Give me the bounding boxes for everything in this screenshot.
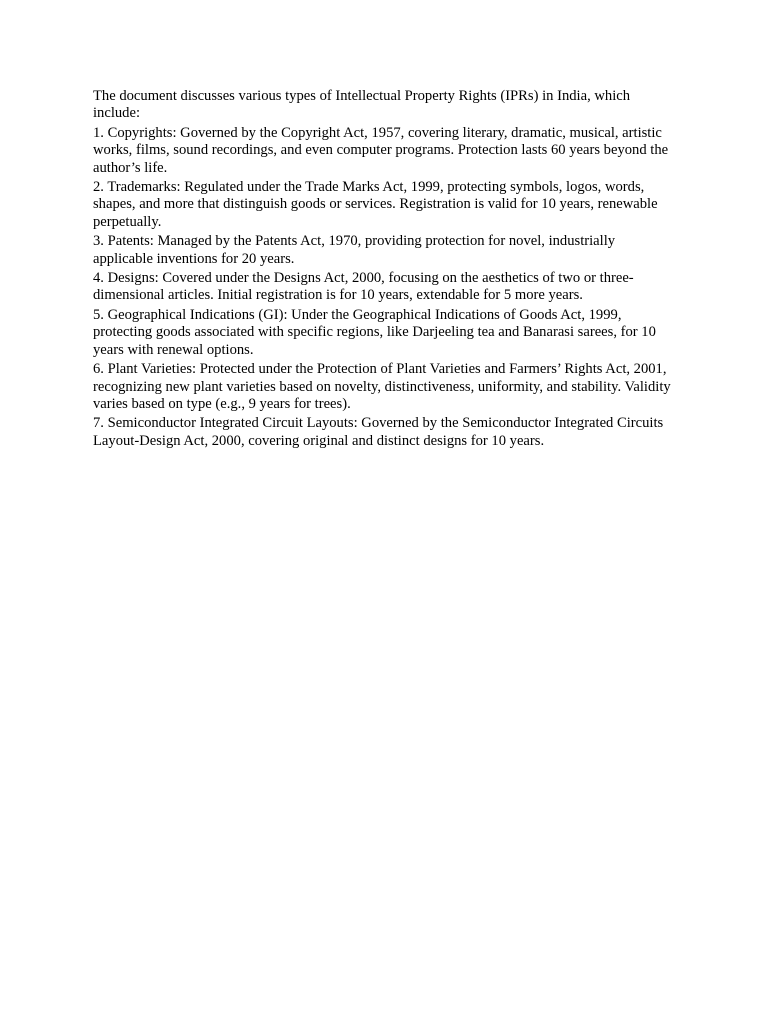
list-item-patents: 3. Patents: Managed by the Patents Act, 1970, providing protection for novel, industrially applicable inventions for 20 years. [93,233,616,267]
document-body [93,88,675,452]
list-item-semiconductor-layouts: 7. Semiconductor Integrated Circuit Layouts: Governed by the Semiconductor Integrated Circuits Layout-Design Act, 2000, covering original and distinct designs for 10 years. [93,415,664,449]
list-item-plant-varieties: 6. Plant Varieties: Protected under the Protection of Plant Varieties and Farmers’ Rights Act, 2001, recognizing new plant varieties based on novelty, distinctiveness, uniformity, and stability. Validity varies based on type (e.g., 9 years for trees). [93,361,671,412]
list-item-designs: 4. Designs: Covered under the Designs Act, 2000, focusing on the aesthetics of two or three-dimensional articles. Initial registration is for 10 years, extendable for 5 more years. [93,270,634,304]
intro-paragraph: The document discusses various types of Intellectual Property Rights (IPRs) in India, which include: [93,88,631,122]
list-item-copyrights: 1. Copyrights: Governed by the Copyright Act, 1957, covering literary, dramatic, musical, artistic works, films, sound recordings, and even computer programs. Protection lasts 60 years beyond the author’s life. [93,124,669,176]
list-item-geographical-indications: 5. Geographical Indications (GI): Under the Geographical Indications of Goods Act, 1999, protecting goods associated with specific regions, like Darjeeling tea and Banarasi sarees, for 10 years with renewal options. [93,306,656,358]
list-item-trademarks: 2. Trademarks: Regulated under the Trade Marks Act, 1999, protecting symbols, logos, words, shapes, and more that distinguish goods or services. Registration is valid for 10 years, renewable perpetually. [93,179,658,230]
